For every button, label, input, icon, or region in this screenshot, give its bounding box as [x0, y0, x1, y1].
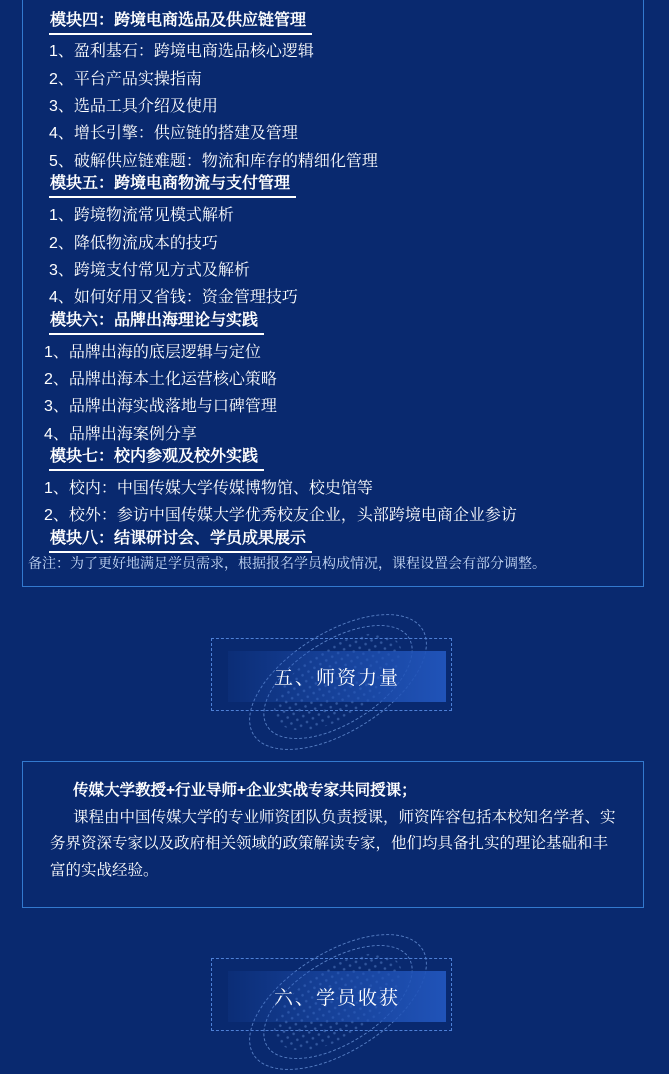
outline-item [44, 418, 625, 445]
outline-item [44, 337, 625, 364]
outline-item-text: 1、跨境物流常见模式解析 [49, 207, 234, 225]
faculty-body: 课程由中国传媒大学的专业师资团队负责授课，师资阵容包括本校知名学者、实务界资深专家以及政府相关领域的政策解读专家，他们均具备扎实的理论基础和丰富的实战经验。 [50, 808, 616, 880]
module-header [49, 446, 625, 473]
module-header-text: 模块六：品牌出海理论与实践 [49, 311, 264, 335]
faculty-section-banner [228, 651, 446, 702]
outline-item-text: 4、品牌出海案例分享 [44, 425, 197, 443]
module-header [49, 309, 625, 336]
module-header [49, 9, 625, 36]
module-header [49, 173, 625, 200]
course-outline-box [22, 0, 644, 587]
gains-section-title: 六、学员收获 [273, 988, 400, 1009]
outline-item-text: 3、选品工具介绍及使用 [49, 98, 218, 116]
outline-item-text: 2、校外：参访中国传媒大学优秀校友企业，头部跨境电商企业参访 [44, 507, 517, 525]
course-note: 备注：为了更好地满足学员需求，根据报名学员构成情况，课程设置会有部分调整。 [28, 554, 546, 571]
outline-item [44, 473, 625, 500]
outline-item-text: 5、破解供应链难题：物流和库存的精细化管理 [49, 152, 378, 170]
outline-item-text: 4、增长引擎：供应链的搭建及管理 [49, 125, 298, 143]
outline-item-text: 1、盈利基石：跨境电商选品核心逻辑 [49, 43, 314, 61]
outline-item [44, 500, 625, 527]
outline-item [49, 282, 625, 309]
outline-item-text: 4、如何好用又省钱：资金管理技巧 [49, 289, 298, 307]
faculty-section-title: 五、师资力量 [273, 668, 400, 689]
outline-item-text: 3、品牌出海实战落地与口碑管理 [44, 398, 277, 416]
outline-item-text: 1、品牌出海的底层逻辑与定位 [44, 343, 261, 361]
outline-item-text: 3、跨境支付常见方式及解析 [49, 261, 250, 279]
outline-item-text: 2、平台产品实操指南 [49, 70, 202, 88]
outline-item [49, 36, 625, 63]
outline-item-text: 2、品牌出海本土化运营核心策略 [44, 371, 277, 388]
gains-section-banner [228, 971, 446, 1022]
faculty-headline: 传媒大学教授+行业导师+企业实战专家共同授课； [73, 782, 417, 799]
outline-item [49, 91, 625, 118]
outline-item-text: 1、校内：中国传媒大学传媒博物馆、校史馆等 [44, 480, 373, 498]
outline-item [44, 391, 625, 418]
module-header-text: 模块四：跨境电商选品及供应链管理 [49, 11, 312, 35]
module-header [49, 528, 625, 555]
outline-item [49, 118, 625, 145]
outline-item [49, 64, 625, 91]
module-header-text: 模块五：跨境电商物流与支付管理 [49, 174, 296, 198]
outline-item [44, 364, 625, 391]
outline-item [49, 227, 625, 254]
module-header-text: 模块八：结课研讨会、学员成果展示 [49, 529, 312, 553]
course-outline-list [44, 9, 625, 555]
outline-item [49, 255, 625, 282]
outline-item [49, 145, 625, 172]
faculty-box [22, 761, 644, 908]
outline-item [49, 200, 625, 227]
outline-item-text: 2、降低物流成本的技巧 [49, 234, 218, 252]
module-header-text: 模块七：校内参观及校外实践 [49, 447, 264, 471]
